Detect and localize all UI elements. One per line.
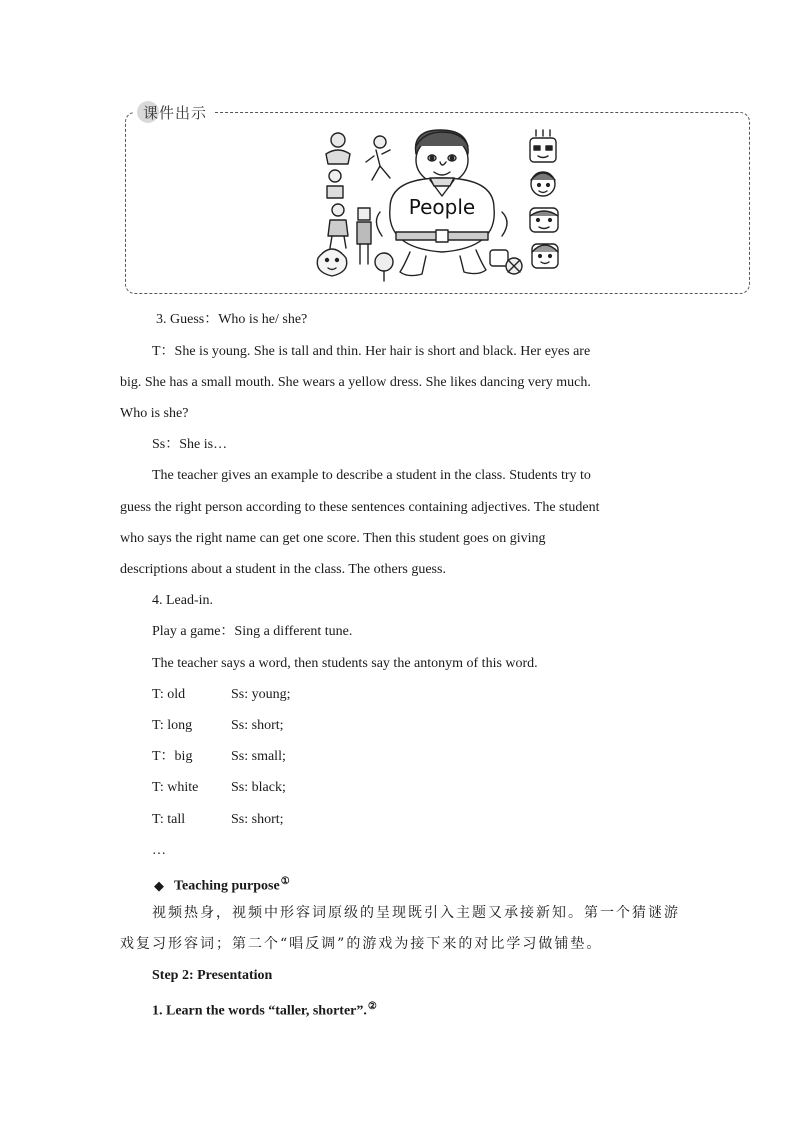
people-illustration (310, 128, 580, 283)
courseware-tag (133, 100, 213, 124)
teacher-line-3: Who is she? (120, 406, 189, 421)
teacher-word: T：big (152, 749, 193, 764)
description-line-3: who says the right name can get one score. Then this student goes on giving (120, 531, 546, 546)
student-word: Ss: short; (231, 812, 284, 827)
ellipsis: … (152, 843, 166, 858)
footnote-mark: ② (367, 1001, 377, 1012)
teacher-line-2: big. She has a small mouth. She wears a yellow dress. She likes dancing very much. (120, 375, 591, 390)
step2-heading: Step 2: Presentation (152, 968, 273, 983)
game-line: Play a game：Sing a different tune. (152, 624, 353, 639)
step2-item-1 (152, 998, 377, 1021)
antonym-pair (152, 748, 286, 766)
stacked-kids-icon (326, 133, 350, 248)
purpose-line-1: 视频热身，视频中形容词原级的呈现既引入主题又承接新知。第一个猜谜游 (152, 905, 680, 921)
teacher-line-1: T：She is young. She is tall and thin. Her hair is short and black. Her eyes are (152, 344, 591, 359)
antonym-pair (152, 717, 284, 735)
description-line-4: descriptions about a student in the class. The others guess. (120, 562, 446, 577)
antonym-pair (152, 686, 291, 704)
antonym-pair (152, 811, 284, 829)
teaching-purpose-heading (154, 873, 290, 896)
footnote-mark: ① (280, 876, 290, 887)
kid-face-icon (532, 244, 558, 268)
purpose-line-2: 戏复习形容词；第二个“唱反调”的游戏为接下来的对比学习做铺垫。 (120, 936, 603, 952)
girl-face-icon (531, 172, 555, 196)
teaching-purpose-label: Teaching purpose (174, 878, 280, 894)
tree-icon (375, 253, 393, 281)
step2-item-1-text: 1. Learn the words “taller, shorter”. (152, 1003, 367, 1019)
teacher-word: T: tall (152, 812, 186, 827)
baby-face-icon (317, 249, 346, 276)
leadin-heading: 4. Lead-in. (152, 593, 214, 608)
teacher-word: T: long (152, 718, 193, 733)
student-word: Ss: small; (231, 749, 286, 764)
student-word: Ss: young; (231, 687, 291, 702)
diamond-bullet-icon: ◆ (154, 878, 164, 894)
description-line-1: The teacher gives an example to describe a student in the class. Students try to (152, 468, 591, 483)
people-word: People (408, 195, 476, 219)
courseware-tag-label: 课件出示 (143, 103, 208, 122)
leadin-instruction: The teacher says a word, then students say the antonym of this word. (152, 656, 538, 671)
students-line: Ss：She is… (152, 437, 228, 452)
antonym-pair (152, 779, 286, 797)
square-face-icon (530, 130, 556, 162)
small-kids-icon (490, 250, 522, 274)
boy-face-icon (530, 208, 558, 232)
teacher-word: T: old (152, 687, 186, 702)
thin-man-icon (357, 208, 371, 264)
guess-heading: 3. Guess：Who is he/ she? (156, 312, 308, 327)
student-word: Ss: black; (231, 780, 286, 795)
teacher-word: T: white (152, 780, 199, 795)
student-word: Ss: short; (231, 718, 284, 733)
description-line-2: guess the right person according to these sentences containing adjectives. The student (120, 500, 600, 515)
running-kid-icon (366, 136, 390, 180)
